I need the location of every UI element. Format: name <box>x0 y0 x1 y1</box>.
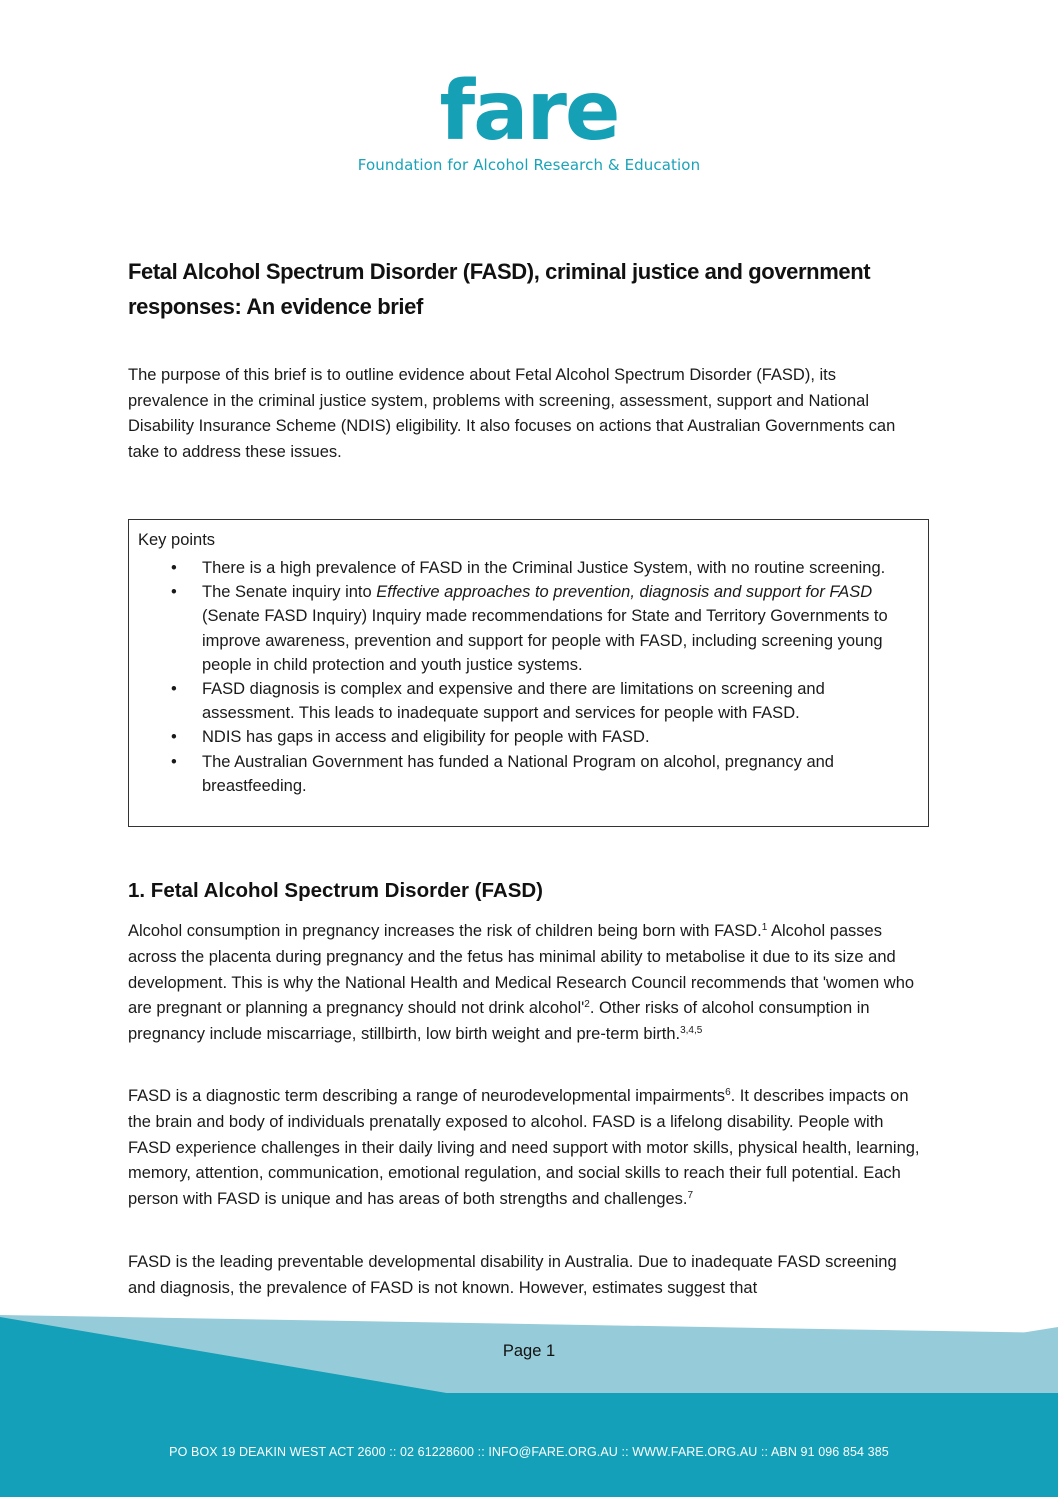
footnote-ref: 1 <box>761 922 768 933</box>
paragraph-text: . Other risks of alcohol consumption in pregnancy include miscarriage, stillbirth, low birth weight and pre-term birth. <box>128 999 870 1044</box>
bullet-icon: • <box>171 559 177 577</box>
paragraph-text: FASD is a diagnostic term describing a range of neurodevelopmental impairments <box>128 1087 726 1105</box>
bullet-icon: • <box>171 752 177 771</box>
section-heading: 1. Fetal Alcohol Spectrum Disorder (FASD) <box>128 879 544 902</box>
body-paragraph <box>128 1084 928 1213</box>
body-paragraph <box>128 919 928 1048</box>
footnote-ref: 7 <box>687 1190 694 1202</box>
body-paragraph: FASD is the leading preventable developmental disability in Australia. Due to inadequate FASD screening and diagnosis, the prevalence of FASD is not known. However, estimates suggest that <box>128 1253 897 1297</box>
key-point-text: (Senate FASD Inquiry) Inquiry made recommendations for State and Territory Governments to improve awareness, prevention and support for people with FASD, including screening young people in child protection and youth justice systems. <box>202 607 888 674</box>
document-title: Fetal Alcohol Spectrum Disorder (FASD), criminal justice and government responses: An evidence brief <box>128 259 871 319</box>
key-points-box <box>128 519 929 827</box>
bullet-icon: • <box>171 680 177 699</box>
list-item <box>138 677 918 725</box>
paragraph-text: Alcohol consumption in pregnancy increases the risk of children being born with FASD. <box>128 922 762 940</box>
key-point-text: FASD diagnosis is complex and expensive and there are limitations on screening and assessment. This leads to inadequate support and services for people with FASD. <box>202 680 825 723</box>
list-item <box>138 580 918 677</box>
list-item <box>138 725 918 749</box>
footnote-ref: 6 <box>725 1087 731 1098</box>
bullet-icon: • <box>171 583 177 602</box>
page-number: Page 1 <box>502 1342 556 1360</box>
fare-logo <box>0 64 1058 174</box>
inquiry-title: Effective approaches to prevention, diagnosis and support for FASD <box>376 583 873 602</box>
paragraph-text: . It describes impacts on the brain and body of individuals prenatally exposed to alcohol. FASD is a lifelong disability. People with FASD experience challenges in their daily living and need support with motor skills, physical health, learning, memory, attention, communication, emotional regulation, and social skills to reach their full potential. Each person with FASD is unique and has areas of both strengths and challenges. <box>128 1087 920 1209</box>
footnote-ref: 3,4,5 <box>680 1025 703 1037</box>
list-item <box>138 556 918 580</box>
key-points-list <box>138 556 918 798</box>
key-point-text: The Senate inquiry into <box>202 583 377 602</box>
key-points-heading: Key points <box>138 531 216 549</box>
key-point-text: NDIS has gaps in access and eligibility for people with FASD. <box>202 728 650 747</box>
intro-paragraph: The purpose of this brief is to outline evidence about Fetal Alcohol Spectrum Disorder (FASD), its prevalence in the criminal justice system, problems with screening, assessment, support and National Disability Insurance Scheme (NDIS) eligibility. It also focuses on actions that Australian Governments can take to address these issues. <box>128 366 896 461</box>
footnote-ref: 2 <box>584 999 590 1011</box>
logo-wordmark: fare <box>439 64 619 159</box>
bullet-icon: • <box>171 728 177 747</box>
list-item <box>138 750 918 798</box>
key-point-text: The Australian Government has funded a National Program on alcohol, pregnancy and breastfeeding. <box>202 752 834 795</box>
key-point-text: There is a high prevalence of FASD in the Criminal Justice System, with no routine screening. <box>202 559 886 577</box>
footer-contact-line: PO BOX 19 DEAKIN WEST ACT 2600 :: 02 61228600 :: INFO@FARE.ORG.AU :: WWW.FARE.ORG.AU :: ABN 91 096 854 385 <box>169 1445 889 1459</box>
paragraph-text: Alcohol passes across the placenta during pregnancy and the fetus has minimal ability to metabolise it due to its size and development. This is why the National Health and Medical Research Council recommends that 'women who are pregnant or planning a pregnancy should not drink alcohol' <box>128 922 915 1018</box>
logo-tagline: Foundation for Alcohol Research & Education <box>357 156 701 174</box>
